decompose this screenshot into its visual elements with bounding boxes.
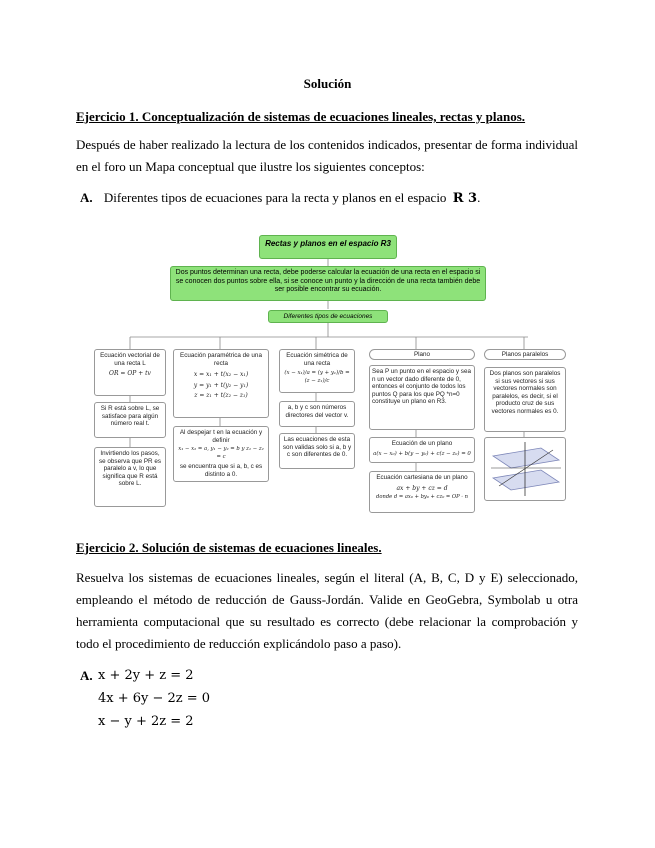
map-col2-f3: z = z₁ + t(z₂ − z₁) xyxy=(194,392,248,400)
exercise-1-paragraph: Después de haber realizado la lectura de los contenidos indicados, presentar de forma individual en el foro un Mapa conceptual que ilustre los siguientes conceptos: xyxy=(76,137,578,174)
map-col4-text: Sea P un punto en el espacio y sea n un vector dado diferente de 0, entonces el conjunto de todos los puntos Q para los que PQ *n=0 constituye un plano en R3. xyxy=(369,365,475,430)
item-text: Diferentes tipos de ecuaciones para la recta y planos en el espacio xyxy=(103,190,447,205)
map-col3-title: Ecuación simétrica de una recta xyxy=(286,352,348,367)
map-root-title: Rectas y planos en el espacio R3 xyxy=(259,235,397,259)
map-col1-title-box xyxy=(94,349,166,396)
map-col1-note2: Invirtiendo los pasos, se observa que PR es paralelo a v, lo que significa que R está sobre L. xyxy=(94,447,166,507)
map-col2-note1-bottom: se encuentra que si a, b, c es distinto a 0. xyxy=(179,463,263,478)
map-col2-note1-formula: x₁ − x₂ = a, y₁ − y₂ = b y z₁ − z₂ = c xyxy=(178,446,264,460)
map-col5-text: Dos planos son paralelos si sus vectores si sus vectores normales son paralelos, es decir, si el producto cruz de sus vectores normales es 0. xyxy=(484,367,566,432)
parallel-planes-icon xyxy=(485,438,565,500)
exercise-2-heading: Ejercicio 2. Solución de sistemas de ecuaciones lineales. xyxy=(76,540,382,555)
map-col4-note1-formula: a(x − x₀) + b(y − y₀) + c(z − z₀) = 0 xyxy=(373,450,471,457)
parallel-planes-image xyxy=(484,437,566,501)
exercise-1-item-a: A. Diferentes tipos de ecuaciones para la recta y planos en el espacio R 3. xyxy=(80,190,481,206)
map-col3-title-box xyxy=(279,349,355,393)
item-bold-space: R 3 xyxy=(452,191,478,206)
exercise-2-paragraph: Resuelva los sistemas de ecuaciones lineales, según el literal (A, B, C, D y E) seleccionado, empleando el método de reducción de Gauss-Jordán. Valide en GeoGebra, Symbolab u otra herramienta computacional que su resultado es correcto (debe relacionar la comprobación y todo el procedimiento de reducción explicándolo paso a paso). xyxy=(76,570,578,651)
map-col2-f1: x = x₁ + t(x₂ − x₁) xyxy=(193,371,249,379)
item-label: A. xyxy=(80,668,93,683)
map-col2-note1-box xyxy=(173,426,269,482)
map-col4-note2-f1: ax + by + cz = d xyxy=(396,484,448,492)
item-label: A. xyxy=(80,190,93,205)
concept-map xyxy=(82,229,574,519)
map-col2-note1: Al despejar t en la ecuación y definir xyxy=(179,429,263,444)
map-col1-title: Ecuación vectorial de una recta L xyxy=(100,352,160,367)
equation-1: x + 2y + z = 2 xyxy=(98,668,194,683)
map-col5-title: Planos paralelos xyxy=(484,349,566,360)
map-col4-note1: Ecuación de un plano xyxy=(391,440,453,447)
map-col2-title-box xyxy=(173,349,269,418)
map-col3-note2: Las ecuaciones de esta son validas solo si a, b y c son diferentes de 0. xyxy=(279,433,355,469)
map-col3-note1: a, b y c son números directores del vector v. xyxy=(279,401,355,427)
map-col2-title: Ecuación paramétrica de una recta xyxy=(180,352,262,367)
map-root-text: Dos puntos determinan una recta, debe poderse calcular la ecuación de una recta en el espacio si se conocen dos puntos sobre ella, si se conoce un punto y la dirección de una recta también debe ser posible encontrar su ecuación. xyxy=(170,266,486,301)
map-col1-note1: Si R está sobre L, se satisface para algún número real t. xyxy=(94,402,166,438)
map-col2-f2: y = y₁ + t(y₂ − y₁) xyxy=(193,381,249,389)
map-col4-note1-box xyxy=(369,437,475,463)
map-col4-note2-box xyxy=(369,471,475,513)
map-types-label: Diferentes tipos de ecuaciones xyxy=(268,310,388,323)
map-col3-formula: (x − x₁)/a = (y + y₁)/b = (z − z₁)/c xyxy=(284,370,350,384)
map-col1-formula: OR = OP + tv xyxy=(109,370,151,378)
exercise-1-heading: Ejercicio 1. Conceptualización de sistemas de ecuaciones lineales, rectas y planos. xyxy=(76,109,526,124)
equation-2: 4x + 6y − 2z = 0 xyxy=(98,691,211,706)
page-title: Solución xyxy=(303,76,352,91)
map-col4-note2-f2: donde d = ax₀ + by₀ + cz₀ = OP · n xyxy=(376,494,468,501)
equation-3: x − y + 2z = 2 xyxy=(98,714,194,729)
map-col4-title: Plano xyxy=(369,349,475,360)
map-col4-note2: Ecuación cartesiana de un plano xyxy=(376,474,468,481)
